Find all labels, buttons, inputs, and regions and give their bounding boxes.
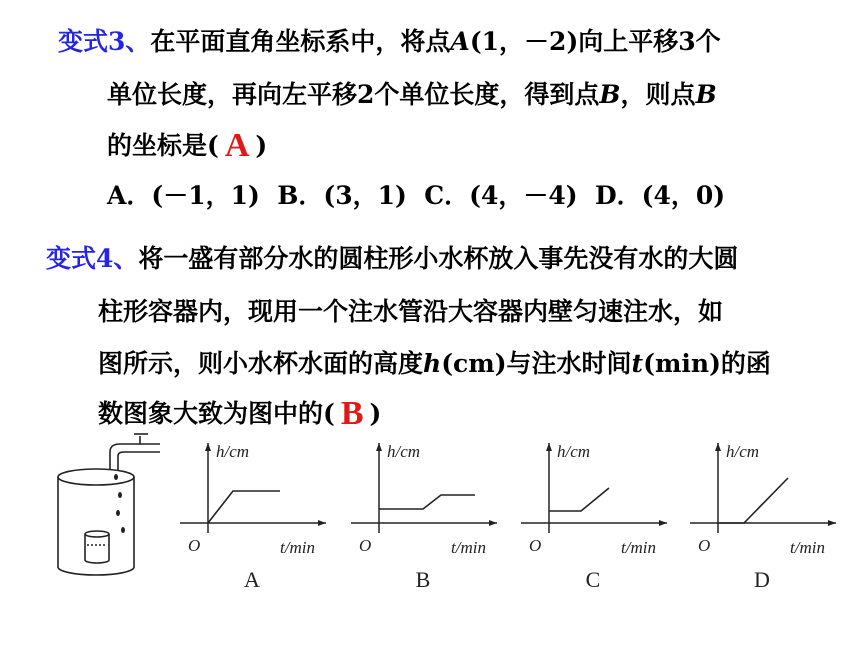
graph-a-label: A [244,567,260,592]
q3-text: 在平面直角坐标系中，将点 [150,27,451,56]
q4-text: (min)的函 [643,349,771,378]
graph-b-curve [379,495,475,509]
var-t: t [631,349,644,378]
graph-a-curve [208,491,280,523]
graph-c-x-arrow [659,520,667,526]
q4-line-1 [46,243,738,275]
container-illustration [58,434,160,575]
q3-answer: A [224,127,250,164]
graph-a-xlabel: t/min [280,538,315,557]
graph-a-x-arrow [318,520,326,526]
q4-line-2: 柱形容器内，现用一个注水管沿大容器内壁匀速注水，如 [98,297,724,326]
graph-d-y-arrow [715,443,721,451]
graph-b-ylabel: h/cm [387,442,421,461]
q3-label: 变式3、 [58,27,151,56]
graph-b-origin: O [359,536,372,555]
q3-line-3 [107,127,268,164]
graph-d-ylabel: h/cm [726,442,760,461]
q4-line-4 [98,395,382,432]
q3-text: ) [255,131,268,160]
graph-d-label: D [754,567,770,592]
var-h: h [423,349,442,378]
water-drops [114,474,125,533]
graph-b-y-arrow [376,443,382,451]
q4-label: 变式4、 [46,244,139,273]
graph-c-label: C [585,567,601,592]
q3-line-2 [107,79,717,111]
q3-text: 的坐标是( [107,131,219,160]
q3-line-1 [58,26,721,58]
graph-a-ylabel: h/cm [216,442,250,461]
graph-c-y-arrow [546,443,552,451]
graph-b-label: B [415,567,431,592]
q4-text: 图所示，则小水杯水面的高度 [98,349,424,378]
graph-a-y-arrow [205,443,211,451]
q4-text: 数图象大致为图中的( [98,399,335,428]
graph-c-origin: O [529,536,542,555]
graph-c-ylabel: h/cm [557,442,591,461]
q3-text: 单位长度，再向左平移2个单位长度，得到点 [107,80,600,109]
graph-b-xlabel: t/min [451,538,486,557]
graph-d-x-arrow [828,520,836,526]
q4-line-3 [98,348,771,380]
q4-answer: B [340,395,364,432]
point-b: B [695,80,717,109]
q4-text: (cm)与注水时间 [441,349,632,378]
graph-d-origin: O [698,536,711,555]
graph-b-x-arrow [489,520,497,526]
graph-d-xlabel: t/min [790,538,825,557]
q4-text: 将一盛有部分水的圆柱形小水杯放入事先没有水的大圆 [138,244,739,273]
graph-d-curve [718,478,788,523]
point-b: B [599,80,621,109]
graph-c-xlabel: t/min [621,538,656,557]
q3-options: A．(－1，1) B．(3，1) C．(4，－4) D．(4，0) [107,181,726,210]
q4-text: ) [369,399,382,428]
point-a: A [450,27,470,56]
graph-c-curve [549,488,609,511]
q3-text: ，则点 [620,80,696,109]
q3-text: (1，－2)向上平移3个 [469,27,721,56]
graph-a-origin: O [188,536,201,555]
